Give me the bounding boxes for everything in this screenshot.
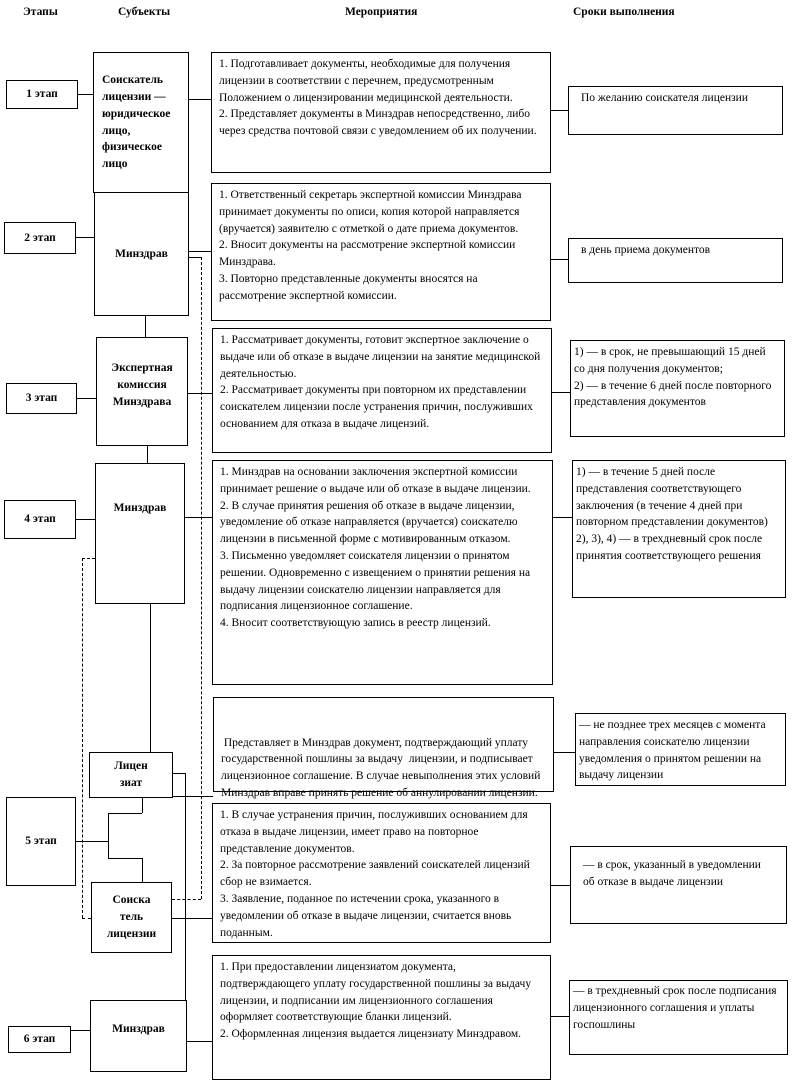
connector — [108, 813, 142, 814]
connector — [173, 796, 213, 797]
deadline-stage-5-applicant — [570, 846, 787, 924]
connector — [188, 393, 212, 394]
header-subjects: Субъекты — [118, 6, 171, 18]
activity-item: 3. Письменно уведомляет соискателя лицензии о принятом решении. Одновременно с извещением о принятии решения на выдачу лицензии соискателю лицензии направляется для подписания лицензионное соглашение. — [220, 549, 531, 613]
subject-ministry: Минздрав — [95, 463, 185, 604]
deadline-item: 1) — в срок, не превышающий 15 дней со дня получения документов; — [574, 346, 766, 375]
connector — [145, 316, 146, 337]
activity-item: 1. Ответственный секретарь экспертной комиссии Минздрава принимает документы по описи, копия которой направляется (вручается) заявителю с отметкой о дате приема документов. — [219, 189, 522, 235]
activity-item: 3. Повторно представленные документы вносятся на рассмотрение экспертной комиссии. — [219, 272, 478, 302]
header-deadlines: Сроки выполнения — [573, 6, 675, 18]
deadline-item: 2) — в течение 6 дней после повторного представления документов — [574, 379, 772, 409]
activity-item: 1. В случае устранения причин, послуживших основанием для отказа в выдаче лицензии, имеет право на повторное представление документов. — [220, 809, 528, 855]
activity-item: 1. При предоставлении лицензиатом документа, подтверждающего уплату государственной пошлины за выдачу лицензии, и подписании им лицензионного соглашения оформляет соответствующие бланки лицензий. — [220, 961, 532, 1024]
connector — [108, 813, 109, 858]
activity-item: 2. Оформленная лицензия выдается лицензиату Минздравом. — [220, 1028, 522, 1041]
stage-2: 2 этап — [4, 222, 76, 254]
activity-item: Представляет в Минздрав документ, подтверждающий уплату государственной пошлины за выдачу лицензии, и подписывает лицензионное соглашение. В случае невыполнения этих условий Минздрав вправе принять решение об аннулировании лицензии. — [221, 736, 544, 799]
connector — [551, 885, 570, 886]
deadline-stage-5-licensee — [575, 713, 786, 786]
subject-expert-commission: Экспертная комиссия Минздрава — [96, 337, 188, 446]
activities-stage-5-applicant — [212, 803, 551, 943]
activities-stage-5-licensee — [213, 697, 554, 799]
connector — [552, 392, 570, 393]
connector — [187, 1041, 212, 1042]
connector — [142, 798, 143, 813]
connector — [76, 841, 108, 842]
stage-4: 4 этап — [4, 500, 76, 539]
connector — [189, 251, 211, 252]
dashed-connector — [82, 558, 95, 559]
connector — [172, 918, 212, 919]
subject-ministry: Минздрав — [94, 192, 189, 316]
activity-item: 2. Вносит документы на рассмотрение экспертной комиссии Минздрава. — [219, 239, 516, 269]
connector — [108, 858, 142, 859]
deadline-item: — не позднее трех месяцев с момента направления соискателю лицензии уведомления о принятом решении на выдачу лицензии — [579, 719, 766, 782]
connector — [551, 110, 568, 111]
deadline-stage-1 — [568, 86, 783, 135]
activities-stage-3 — [212, 328, 552, 453]
connector — [553, 517, 572, 518]
subject-ministry: Минздрав — [90, 1000, 187, 1072]
connector — [189, 99, 211, 100]
deadline-item: в день приема документов — [581, 244, 711, 256]
deadline-item: По желанию соискателя лицензии — [581, 92, 748, 104]
activities-stage-4 — [212, 460, 553, 685]
deadline-item: — в трехдневный срок после подписания лицензионного соглашения и уплаты госпошлины — [573, 985, 777, 1031]
connector — [551, 259, 568, 260]
stage-3: 3 этап — [6, 383, 77, 414]
subject-applicant-repeat: Соиска тель лицензии — [91, 882, 172, 953]
stage-6: 6 этап — [8, 1026, 71, 1053]
activity-item: 3. Заявление, поданное по истечении срока, указанного в уведомлении об отказе в выдаче лицензии, считается вновь поданным. — [220, 892, 512, 939]
header-stages: Этапы — [23, 6, 58, 18]
deadline-stage-3 — [570, 340, 785, 437]
connector — [71, 1030, 90, 1031]
stage-5: 5 этап — [6, 797, 76, 886]
header-activities: Мероприятия — [345, 6, 418, 18]
connector — [554, 752, 575, 753]
subject-licensee: Лицен зиат — [89, 752, 173, 798]
connector — [185, 517, 212, 518]
deadline-stage-4 — [572, 460, 786, 598]
deadline-stage-2 — [568, 238, 783, 283]
activity-item: 1. Подготавливает документы, необходимые для получения лицензии в соответствии с перечнем, предусмотренным Положением о лицензировании медицинской деятельности. — [219, 58, 513, 104]
deadline-stage-6 — [569, 980, 788, 1055]
connector — [147, 446, 148, 463]
activity-item: 1. Рассматривает документы, готовит экспертное заключение о выдаче или об отказе в выдаче лицензии на занятие медицинской деятельностью. — [220, 334, 541, 380]
connector — [150, 604, 151, 752]
activity-item: 1. Минздрав на основании заключения экспертной комиссии принимает решение о выдаче или об отказе в выдаче лицензии. — [220, 466, 531, 495]
connector — [189, 257, 201, 258]
stage-1: 1 этап — [6, 80, 78, 109]
activity-item: 2. В случае принятия решения об отказе в выдаче лицензии, уведомление об отказе направляется (вручается) соискателю лицензии в письменной форме с мотивированным отказом. — [220, 499, 518, 546]
deadline-item: — в срок, указанный в уведомлении об отказе в выдаче лицензии — [583, 859, 761, 888]
connector — [78, 94, 93, 95]
activities-stage-6 — [212, 955, 551, 1080]
dashed-connector — [201, 257, 202, 899]
connector — [185, 773, 186, 1000]
activities-stage-1 — [211, 52, 551, 173]
dashed-connector — [82, 558, 83, 918]
connector — [77, 398, 96, 399]
subject-applicant: Соискатель лицензии — юридическое лицо, физическое лицо — [93, 52, 189, 193]
deadline-item: 1) — в течение 5 дней после представления соответствующего заключения (в течение 4 дней при повторном представлении документов) — [576, 466, 768, 529]
connector — [551, 1016, 569, 1017]
connector — [76, 237, 94, 238]
activity-item: 4. Вносит соответствующую запись в реестр лицензий. — [220, 617, 491, 630]
connector — [76, 519, 95, 520]
connector — [142, 858, 143, 882]
connector — [173, 773, 185, 774]
dashed-connector — [82, 918, 91, 919]
activities-stage-2 — [211, 183, 551, 321]
dashed-connector — [172, 899, 201, 900]
deadline-item: 2), 3), 4) — в трехдневный срок после принятия соответствующего решения — [576, 533, 763, 562]
activity-item: 2. Рассматривает документы при повторном их представлении соискателем лицензии после устранения причин, послуживших основанием для отказа в выдаче лицензий. — [220, 384, 533, 430]
activity-item: 2. За повторное рассмотрение заявлений соискателей лицензий сбор не взимается. — [220, 859, 530, 889]
activity-item: 2. Представляет документы в Минздрав непосредственно, либо через средства почтовой связи с уведомлением об их получении. — [219, 108, 537, 138]
